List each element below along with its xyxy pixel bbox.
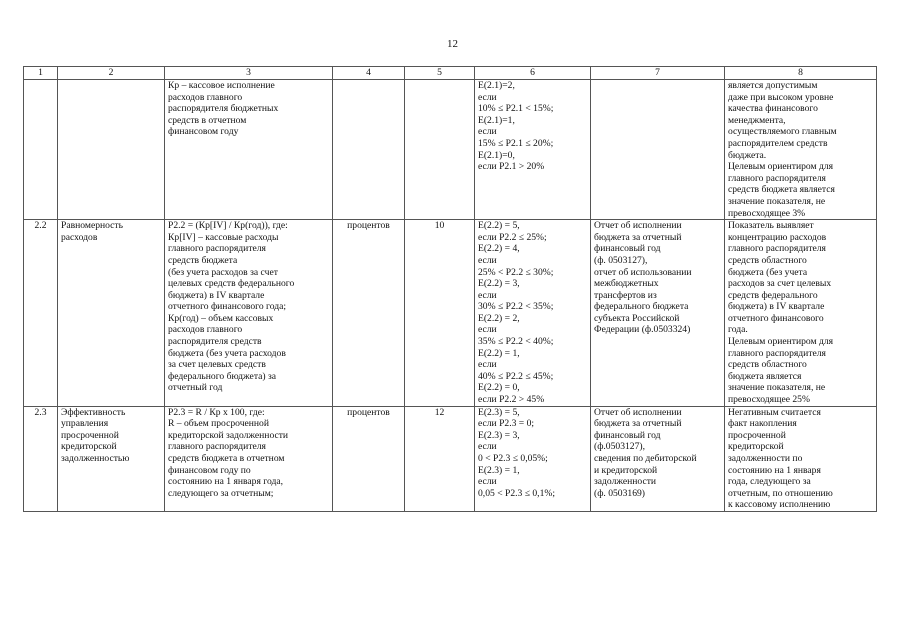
col-header-8: 8	[725, 67, 877, 80]
col-header-7: 7	[591, 67, 725, 80]
col-header-5: 5	[405, 67, 475, 80]
indicator-name	[58, 80, 165, 220]
row-number	[24, 80, 58, 220]
indicator-name: Эффективность управления просроченной кредиторской задолженностью	[58, 406, 165, 511]
table-row	[24, 220, 877, 407]
formula-cell: P2.3 = R / Кр x 100, где: R – объем просроченной кредиторской задолженности главного распорядителя средств бюджета в отчетном финансовом году по состоянию на 1 января года, следующего за отчетным;	[165, 406, 333, 511]
page-number: 12	[447, 38, 458, 50]
formula-cell: Кр – кассовое исполнение расходов главного распорядителя бюджетных средств в отчетном финансовом году	[165, 80, 333, 220]
col-header-2: 2	[58, 67, 165, 80]
col-header-6: 6	[475, 67, 591, 80]
unit-cell	[333, 80, 405, 220]
comment-cell: Негативным считается факт накопления просроченной кредиторской задолженности по состоянию на 1 января года, следующего за отчетным, по отношению к кассовому исполнению	[725, 406, 877, 511]
col-header-4: 4	[333, 67, 405, 80]
col-header-1: 1	[24, 67, 58, 80]
comment-cell: Показатель выявляет концентрацию расходов главного распорядителя средств областного бюджета (без учета расходов за счет целевых средств федерального бюджета) в IV квартале отчетного финансового года. Целевым ориентиром для главного распорядителя средств областного бюджета является значение показателя, не превосходящее 25%	[725, 220, 877, 407]
weight-cell: 12	[405, 406, 475, 511]
weight-cell: 10	[405, 220, 475, 407]
header-row	[24, 67, 877, 80]
scores-cell: E(2.2) = 5, если P2.2 ≤ 25%; E(2.2) = 4, если 25% < P2.2 ≤ 30%; E(2.2) = 3, если 30% ≤ P2.2 < 35%; E(2.2) = 2, если 35% ≤ P2.2 < 40%; E(2.2) = 1, если 40% ≤ P2.2 ≤ 45%; E(2.2) = 0, если P2.2 > 45%	[475, 220, 591, 407]
unit-cell: процентов	[333, 220, 405, 407]
table-row	[24, 80, 877, 220]
col-header-3: 3	[165, 67, 333, 80]
row-number: 2.2	[24, 220, 58, 407]
weight-cell	[405, 80, 475, 220]
row-number: 2.3	[24, 406, 58, 511]
indicators-table	[23, 66, 877, 512]
table-row	[24, 406, 877, 511]
indicator-name: Равномерность расходов	[58, 220, 165, 407]
source-cell	[591, 80, 725, 220]
comment-cell: является допустимым даже при высоком уровне качества финансового менеджмента, осуществляемого главным распорядителем средств бюджета. Целевым ориентиром для главного распорядителя средств бюджета является значение показателя, не превосходящее 3%	[725, 80, 877, 220]
source-cell: Отчет об исполнении бюджета за отчетный финансовый год (ф. 0503127), отчет об использовании межбюджетных трансфертов из федерального бюджета субъекта Российской Федерации (ф.0503324)	[591, 220, 725, 407]
scores-cell: E(2.3) = 5, если P2.3 = 0; E(2.3) = 3, если 0 < P2.3 ≤ 0,05%; E(2.3) = 1, если 0,05 < P2.3 ≤ 0,1%;	[475, 406, 591, 511]
scores-cell: E(2.1)=2, если 10% ≤ P2.1 < 15%; E(2.1)=1, если 15% ≤ P2.1 ≤ 20%; E(2.1)=0, если P2.1 > 20%	[475, 80, 591, 220]
source-cell: Отчет об исполнении бюджета за отчетный финансовый год (ф.0503127), сведения по дебиторской и кредиторской задолженности (ф. 0503169)	[591, 406, 725, 511]
unit-cell: процентов	[333, 406, 405, 511]
formula-cell: P2.2 = (Кр[IV] / Кр(год)), где: Кр[IV] – кассовые расходы главного распорядителя средств бюджета (без учета расходов за счет целевых средств федерального бюджета) в IV квартале отчетного финансового года; Кр(год) – объем кассовых расходов главного распорядителя средств бюджета (без учета расходов за счет целевых средств федерального бюджета) за отчетный год	[165, 220, 333, 407]
